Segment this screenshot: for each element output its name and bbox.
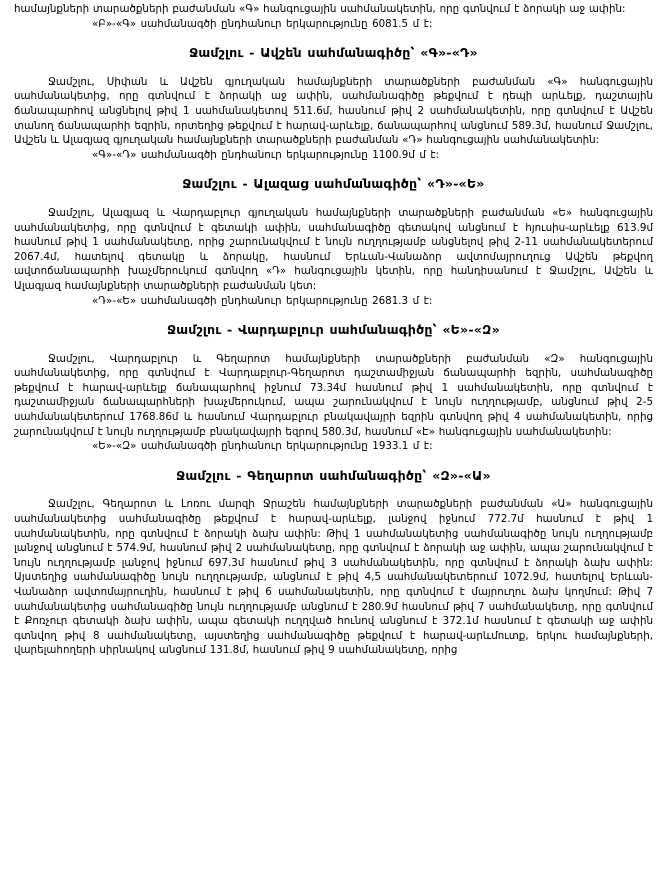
heading-spacer [14, 338, 653, 352]
section-heading-z-a: Ջամշլու - Գեղարոտ սահմանագիծը՝ «Զ»-«Ա» [176, 467, 491, 483]
boundary-total-g-d: «Գ»-«Դ» սահմանագծի ընդհանուր երկարությունը 1100.9մ մ է: [92, 148, 440, 161]
section-heading-g-d: Ջամշլու - Ավշեն սահմանագիծը՝ «Գ»-«Դ» [189, 45, 478, 61]
section-heading-d-e: Ջամշլու - Ալազաց սահմանագիծը՝ «Դ»-«Ե» [182, 176, 485, 192]
section-d-e [14, 177, 653, 308]
section-spacer [14, 31, 653, 46]
boundary-total-b-g: «Բ»-«Գ» սահմանագծի ընդհանուր երկարությունը 6081.5 մ է: [92, 17, 433, 30]
section-spacer [14, 454, 653, 469]
section-paragraph-d-e: Ջամշլու, Ալագյազ և Վարդաբլուր գյուղական համայնքների տարածքների բաժանման «Ե» հանգուցային սահմանակետից, որը գտնվում է գետակի ափին, սահմանագիծը գետակով անցնում է հյուսիս-արևելք 613.9մ հասնում թիվ 1 սահմանակետը, որից շարունակվում է նույն ուղղությամբ անցնելով թիվ 2-11 սահմանակետերում 2067.4մ, հատելով գետակը և ձորակը, հասնում Երևան-Վանաձոր ավտոմայրուղուց Ավշեն թեքվող ավտոճանապարհի խաչմերուկում գտնվող «Դ» հանգուցային կետին, որը հանդիսանում է Ջամշլու, Ավշեն և Ալագյազ համայնքների տարածքների բաժանման կետ: [14, 206, 653, 292]
boundary-total-d-e: «Դ»-«Ե» սահմանագծի ընդհանուր երկարությունը 2681.3 մ է: [92, 294, 433, 307]
section-paragraph-e-z: Ջամշլու, Վարդաբլուր և Գեղարոտ համայնքների տարածքների բաժանման «Զ» հանգուցային սահմանակետից, որը գտնվում է Վարդաբլուր-Գեղարոտ դաշտամիջյան ճանապարհի եզրին, սահմանագիծը թեքվում է հարավ-արևելք ճանապարհով իջնում 73.34մ հասնում թիվ 1 սահմանակետին, որը գտնվում է դաշտամիջյան ճանապարհների խաչմերուկում, ապա շարունակվում է նույն ուղղությամբ, անցնում թիվ 2-5 սահմանակետերում 1768.86մ և հասնում Վարդաբլուր բնակավայրի եզրին գտնվող թիվ 4 սահմանակետին, որից շարունակվում է նույն ուղղությամբ բնակավայրի եզրով 580.3մ, հասնում «Է» հանգուցային սահմանակետին: [14, 352, 653, 438]
opening-paragraph-continuation: համայնքների տարածքների բաժանման «Գ» հանգուցային սահմանակետին, որը գտնվում է ձորակի աջ ափին: [14, 3, 626, 15]
heading-spacer [14, 192, 653, 206]
section-paragraph-z-a: Ջամշլու, Գեղարոտ և Լոռու մարզի Ջրաշեն համայնքների տարածքների բաժանման «Ա» հանգուցային սահմանակետից սահմանագիծը թեքվում է հարավ-արևելք, լանջով իջնում 772.7մ հասնում է թիվ 1 սահմանակետին, որը գտնվում է ձորակի ձախ ափին: Թիվ 1 սահմանակետից սահմանագիծը նույն ուղղությամբ լանջով անցնում է 574.9մ, հասնում թիվ 2 սահմանակետը, որը գտնվում է ձորակի աջ ափին, ապա շարունակվում է նույն ուղղությամբ լանջով իջնում 697.3մ հասնում թիվ 3 սահմանակետին, որը գտնվում է ձորակի ձախ ափին: Այստեղից սահմանագիծը նույն ուղղությամբ, անցնում է թիվ 4,5 սահմանակետերում 1072.9մ, հատելով Երևան-Վանաձոր ավտոմայրուղին, հասնում է թիվ 6 սահմանակետին, որը գտնվում է մայրուղու ձախ կողմում: Թիվ 7 սահմանակետից սահմանագիծը նույն ուղղությամբ անցնում է 280.9մ հասնում թիվ 7 սահմանակետը, որը գտնվում է Քոռչուր գետակի ձախ ափին, ապա գետակի ուղղված հունով անցնում է 372.1մ հասնում է գետակի աջ ափին գտնվող թիվ 8 սահմանակետը, այստեղից սահմանագիծը թեքվում է հարավ-արևմուտք, երկու համայնքների, վարելահողերի սիրնակով անցնում 131.8մ, հասնում թիվ 9 սահմանակետը, որից [14, 498, 653, 657]
heading-spacer [14, 61, 653, 75]
heading-spacer [14, 483, 653, 497]
section-e-z [14, 323, 653, 454]
section-heading-e-z: Ջամշլու - Վարդաբլուր սահմանագիծը՝ «Ե»-«Զ» [167, 322, 500, 338]
section-spacer [14, 308, 653, 323]
section-paragraph-g-d: Ջամշլու, Սիփան և Ավշեն գյուղական համայնքների տարածքների բաժանման «Գ» հանգուցային սահմանակետից, որը գտնվում է ձորակի աջ ափին, սահմանագիծը թեքվում է դեպի արևելք, դաշտային ճանապարհով անցնելով թիվ 1 սահմանակետով 511.6մ, հասնում թիվ 2 սահմանակետին, որը գտնվում է Ավշեն տանող ճանապարհի եզրին, որտեղից թեքվում է հարավ-արևելք, ճանապարհով անցնում 589.3մ, հասնում Ջամշլու, Ավշեն և Ալագյազ գյուղական համայնքների տարածքների բաժանման «Դ» հանգուցային սահմանակետին: [14, 75, 653, 147]
section-spacer [14, 162, 653, 177]
section-g-d [14, 46, 653, 162]
section-z-a [14, 469, 653, 658]
boundary-total-e-z: «Ե»-«Զ» սահմանագծի ընդհանուր երկարությունը 1933.1 մ է: [92, 440, 433, 453]
